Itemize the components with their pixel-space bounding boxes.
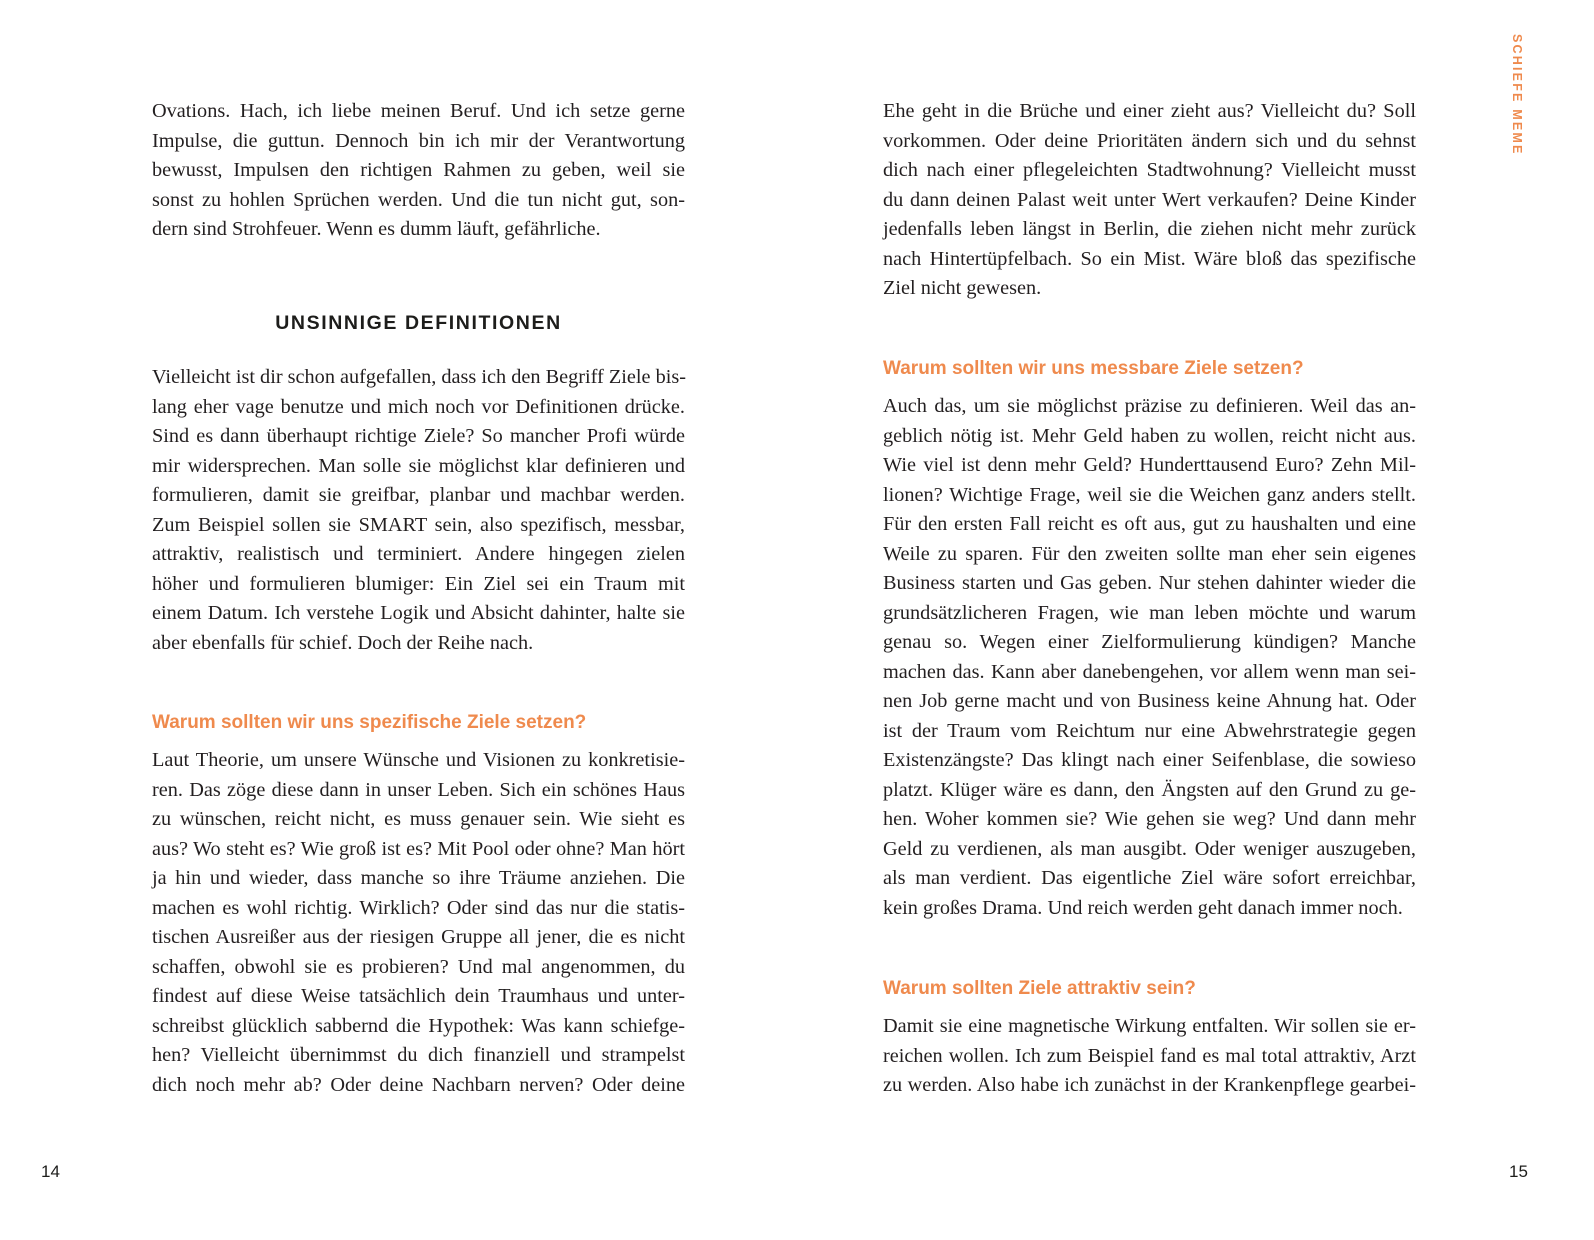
text-line: kein großes Drama. Und reich werden geht danach immer noch. [883, 896, 1403, 919]
text-line: mir widersprechen. Man solle sie möglichst klar definieren und [152, 454, 685, 477]
text-line: dich nach einer pflegeleichten Stadtwohnung? Vielleicht musst [883, 159, 1416, 181]
text-line: Zum Beispiel sollen sie SMART sein, also spezifisch, messbar, [152, 513, 685, 536]
text-line: ist der Traum vom Reichtum nur eine Abwehrstrategie gegen [883, 719, 1416, 742]
text-line: Sind es dann überhaupt richtige Ziele? So mancher Profi würde [152, 425, 685, 447]
text-line: attraktiv, realistisch und terminiert. Andere hingegen zielen [152, 543, 685, 565]
text-line: ja hin und wieder, dass manche so ihre Träume anziehen. Die [152, 867, 685, 889]
text-line: bewusst, Impulsen den richtigen Rahmen zu geben, weil sie [152, 159, 685, 181]
running-head: SCHIEFE MEME [1510, 34, 1524, 156]
text-line: lionen? Wichtige Frage, weil sie die Weichen ganz anders stellt. [883, 483, 1416, 506]
text-line: schaffen, obwohl sie es probieren? Und mal angenommen, du [152, 955, 685, 978]
text-line: vorkommen. Oder deine Prioritäten ändern sich und du sehnst [883, 129, 1416, 152]
text-line: Damit sie eine magnetische Wirkung entfalten. Wir sollen sie er- [883, 1015, 1416, 1037]
text-line: nach Hintertüpfelbach. So ein Mist. Wäre bloß das spezifische [883, 247, 1416, 270]
text-line: Impulse, die guttun. Dennoch bin ich mir der Verantwortung [152, 129, 685, 152]
definitions-paragraph [152, 363, 685, 658]
text-line: dich noch mehr ab? Oder deine Nachbarn nerven? Oder deine [152, 1073, 685, 1096]
text-line: dern sind Strohfeuer. Wenn es dumm läuft, gefährliche. [152, 218, 601, 240]
section-heading: UNSINNIGE DEFINITIONEN [275, 312, 562, 334]
text-line: aus? Wo steht es? Wie groß ist es? Mit Pool oder ohne? Man hört [152, 837, 685, 860]
text-line: hen. Woher kommen sie? Wie gehen sie weg? Und dann mehr [883, 808, 1416, 830]
text-line: höher und formulieren blumiger: Ein Ziel sei ein Traum mit [152, 572, 685, 595]
text-line: Auch das, um sie möglichst präzise zu definieren. Weil das an- [883, 395, 1416, 417]
text-line: geblich nötig ist. Mehr Geld haben zu wollen, reicht nicht aus. [883, 424, 1416, 447]
intro-paragraph [152, 97, 685, 245]
text-line: Laut Theorie, um unsere Wünsche und Visionen zu konkretisie- [152, 749, 685, 771]
measurable-paragraph [883, 392, 1416, 923]
attractive-paragraph [883, 1012, 1416, 1101]
text-line: Weile zu sparen. Für den zweiten sollte man eher sein eigenes [883, 542, 1416, 565]
text-line: nen Job gerne macht und von Business keine Ahnung hat. Oder [883, 690, 1416, 712]
text-line: hen? Vielleicht übernimmst du dich finanziell und strampelst [152, 1044, 685, 1066]
text-line: findest auf diese Weise tatsächlich dein Traumhaus und unter- [152, 985, 685, 1007]
text-line: schreibst glücklich sabbernd die Hypothek: Was kann schiefge- [152, 1014, 685, 1037]
text-line: als man verdient. Das eigentliche Ziel wäre sofort erreichbar, [883, 867, 1416, 889]
continued-paragraph [883, 97, 1416, 304]
text-line: Vielleicht ist dir schon aufgefallen, dass ich den Begriff Ziele bis- [152, 366, 687, 388]
text-line: grundsätzlicheren Fragen, wie man leben möchte und warum [883, 601, 1416, 624]
subheading-measurable: Warum sollten wir uns messbare Ziele setzen? [883, 358, 1304, 379]
text-line: genau so. Wegen einer Zielformulierung kündigen? Manche [883, 631, 1416, 653]
text-line: zu wünschen, reicht nicht, es muss genauer sein. Wie sieht es [152, 808, 685, 830]
text-line: jedenfalls leben längst in Berlin, die ziehen nicht mehr zurück [883, 218, 1416, 240]
text-line: aber ebenfalls für schief. Doch der Reihe nach. [152, 631, 534, 654]
text-line: reichen wollen. Ich zum Beispiel fand es mal total attraktiv, Arzt [883, 1044, 1416, 1067]
text-line: einem Datum. Ich verstehe Logik und Absicht dahinter, halte sie [152, 602, 685, 624]
text-line: Wie viel ist denn mehr Geld? Hunderttausend Euro? Zehn Mil- [883, 454, 1416, 476]
specific-paragraph [152, 746, 685, 1100]
text-line: formulieren, damit sie greifbar, planbar und machbar werden. [152, 484, 685, 506]
text-line: Für den ersten Fall reicht es oft aus, gut zu haushalten und eine [883, 513, 1416, 535]
subheading-attractive: Warum sollten Ziele attraktiv sein? [883, 978, 1196, 999]
text-line: lang eher vage benutze und mich noch vor Definitionen drücke. [152, 395, 685, 418]
page-number-right: 15 [1509, 1162, 1528, 1181]
text-line: tischen Ausreißer aus der riesigen Gruppe all jener, die es nicht [152, 926, 685, 948]
text-line: sonst zu hohlen Sprüchen werden. Und die tun nicht gut, son- [152, 188, 685, 211]
text-line: ren. Das zöge diese dann in unser Leben. Sich ein schönes Haus [152, 778, 685, 801]
text-line: zu werden. Also habe ich zunächst in der Krankenpflege gearbei- [883, 1074, 1416, 1096]
page-number-left: 14 [41, 1162, 60, 1181]
text-line: Geld zu verdienen, als man ausgibt. Oder weniger auszugeben, [883, 837, 1416, 860]
text-line: Business starten und Gas geben. Nur stehen dahinter wieder die [883, 572, 1416, 594]
text-line: Ehe geht in die Brüche und einer zieht aus? Vielleicht du? Soll [883, 100, 1416, 122]
text-line: du dann deinen Palast weit unter Wert verkaufen? Deine Kinder [883, 188, 1416, 211]
subheading-specific: Warum sollten wir uns spezifische Ziele setzen? [152, 712, 587, 733]
text-line: machen das. Kann aber danebengehen, vor allem wenn man sei- [883, 660, 1416, 683]
text-line: machen es wohl richtig. Wirklich? Oder sind das nur die statis- [152, 896, 685, 919]
text-line: Ovations. Hach, ich liebe meinen Beruf. Und ich setze gerne [152, 100, 685, 122]
text-line: Existenzängste? Das klingt nach einer Seifenblase, die sowieso [883, 749, 1416, 771]
text-line: Ziel nicht gewesen. [883, 277, 1042, 299]
text-line: platzt. Klüger wäre es dann, den Ängsten auf den Grund zu ge- [883, 778, 1416, 801]
